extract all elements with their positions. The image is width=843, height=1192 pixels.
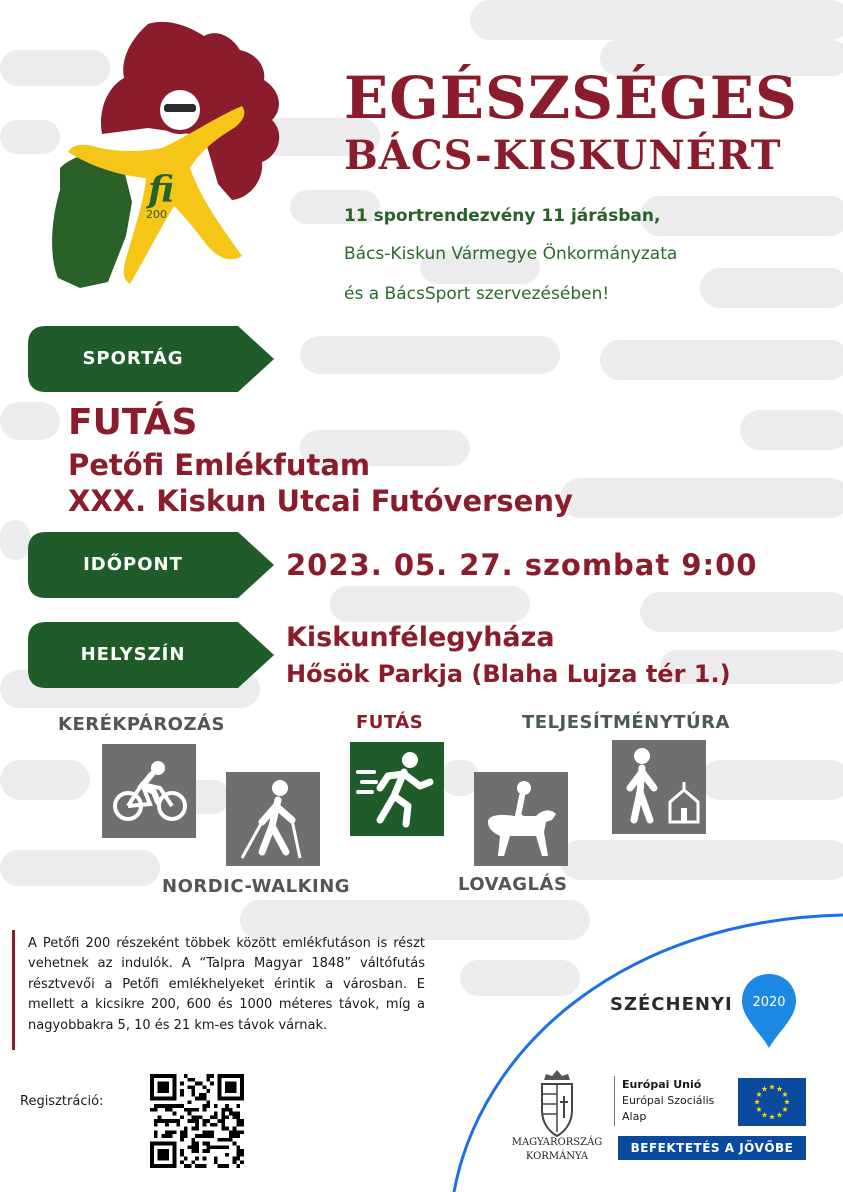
eu-line-2: Európai Szociális <box>622 1094 715 1107</box>
government-label <box>504 1136 610 1164</box>
nordic-walking-icon <box>226 772 320 866</box>
logo-badge-text: fi <box>148 169 175 211</box>
government-line-2: KORMÁNYA <box>525 1151 589 1162</box>
cycling-icon <box>102 744 196 838</box>
intro-line-2: Bács-Kiskun Vármegye Önkormányzata <box>344 244 678 264</box>
invest-in-future-banner: BEFEKTETÉS A JÖVŐBE <box>618 1136 806 1160</box>
szechenyi-2020-pin-icon <box>740 972 798 1050</box>
hungarian-coat-of-arms-icon <box>536 1066 578 1142</box>
hiking-icon <box>612 740 706 834</box>
eu-line-1: Európai Unió <box>622 1078 702 1091</box>
petofi-200-logo <box>28 16 328 316</box>
nordic-walking-label: NORDIC-WALKING <box>162 876 351 897</box>
horse-riding-icon <box>474 772 568 866</box>
event-name-1: Petőfi Emlékfutam <box>68 448 371 482</box>
event-name-2: XXX. Kiskun Utcai Futóverseny <box>68 484 573 518</box>
place-tag-label: HELYSZÍN <box>80 644 186 665</box>
title-line-1: EGÉSZSÉGES <box>344 64 798 132</box>
running-label: FUTÁS <box>356 712 424 733</box>
description-text: A Petőfi 200 részeként többek között emlékfutáson is részt vehetnek az indulók. A “Talpra Magyar 1848” váltófutás résztvevői a Petőfi emlékhelyeket érintik a városban. E mellett a kicsikre 200, 600 és 1000 méteres távok, míg a nagyobbakra 5, 10 és 21 km-es távok várnak. <box>28 936 425 1033</box>
riding-label: LOVAGLÁS <box>458 874 568 895</box>
event-place-1: Kiskunfélegyháza <box>286 622 555 653</box>
eu-line-3: Alap <box>622 1110 647 1123</box>
description-accent-bar <box>12 930 15 1050</box>
registration-label: Regisztráció: <box>20 1094 104 1109</box>
running-icon <box>350 742 444 836</box>
eu-divider <box>614 1076 615 1126</box>
time-tag-label: IDŐPONT <box>83 554 183 575</box>
intro-line-3: és a BácsSport szervezésében! <box>344 284 610 304</box>
hiking-label: TELJESÍTMÉNYTÚRA <box>522 712 730 733</box>
logo-badge-number: 200 <box>146 208 167 221</box>
eu-flag-icon <box>738 1078 806 1126</box>
event-datetime: 2023. 05. 27. szombat 9:00 <box>286 548 758 582</box>
szechenyi-year: 2020 <box>752 995 786 1010</box>
sport-name: FUTÁS <box>68 402 198 443</box>
sport-tag <box>28 326 274 392</box>
place-tag <box>28 622 274 688</box>
time-tag <box>28 532 274 598</box>
cycling-label: KERÉKPÁROZÁS <box>58 714 225 735</box>
event-place-2: Hősök Parkja (Blaha Lujza tér 1.) <box>286 660 731 688</box>
szechenyi-label: SZÉCHENYI <box>610 994 733 1015</box>
government-line-1: MAGYARORSZÁG <box>511 1137 603 1148</box>
registration-qr-code[interactable] <box>150 1074 244 1168</box>
title-line-2: BÁCS-KISKUNÉRT <box>344 132 782 179</box>
intro-line-1: 11 sportrendezvény 11 járásban, <box>344 206 661 226</box>
sport-tag-label: SPORTÁG <box>82 348 184 369</box>
